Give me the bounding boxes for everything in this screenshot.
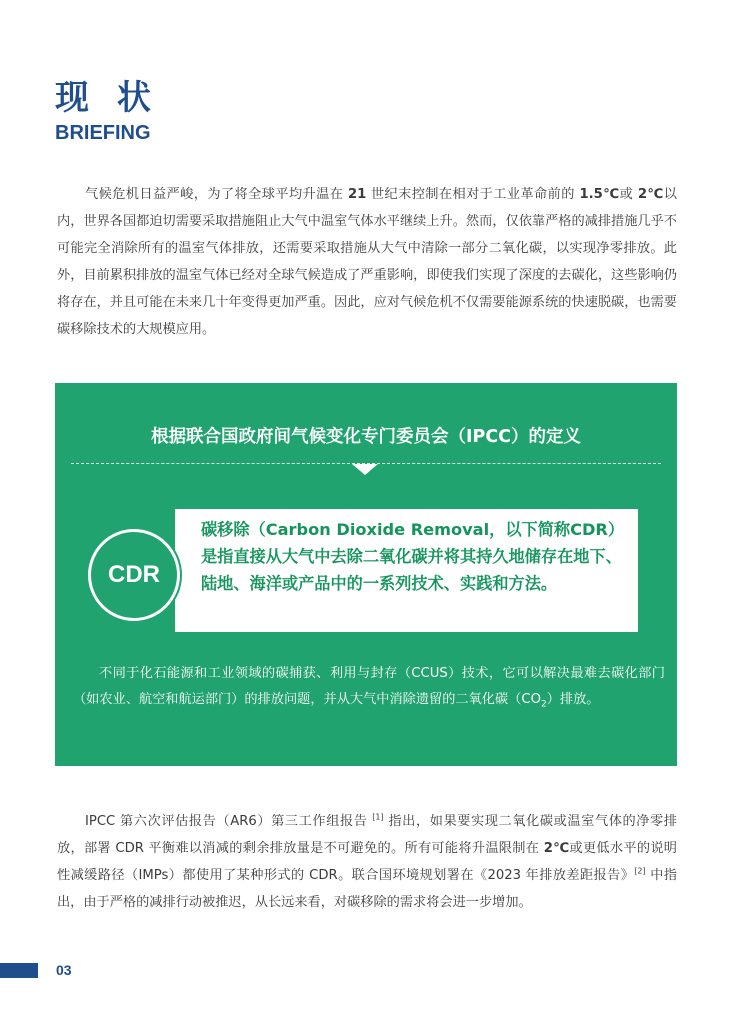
- intro-text-4: 以内，世界各国都迫切需要采取措施阻止大气中温室气体水平继续上升。然而，仅依靠严格的减排措施几乎不可能完全消除所有的温室气体排放，还需要采取措施从大气中清除一部分二氧化碳，以实现净零排放。此外，目前累积排放的温室气体已经对全球气候造成了严重影响，即使我们实现了深度的去碳化，这些影响仍将存在，并且可能在未来几十年变得更加严重。因此，应对气候危机不仅需要能源系统的快速脱碳，也需要碳移除技术的大规模应用。: [57, 187, 677, 337]
- definition-panel: [55, 383, 677, 766]
- co2-subscript: 2: [540, 699, 547, 710]
- cdr-definition: 碳移除（Carbon Dioxide Removal，以下简称CDR）是指直接从大气中去除二氧化碳并将其持久地储存在地下、陆地、海洋或产品中的一系列技术、实践和方法。: [201, 520, 625, 593]
- intro-temp-2: 2℃: [637, 187, 664, 202]
- definition-box: [175, 509, 638, 632]
- page-number: 03: [56, 962, 72, 978]
- outro-text-3: 或更低水平的说明性减缓路径（IMPs）都使用了某种形式的 CDR。联合国环境规划署在《2023 年排放差距报告》: [57, 841, 677, 883]
- intro-text-3: 或: [619, 187, 638, 202]
- reference-2: [2]: [634, 866, 646, 876]
- outro-paragraph: [57, 808, 677, 916]
- intro-paragraph: [57, 181, 677, 343]
- cdr-badge: [88, 529, 180, 621]
- panel-body-end: ）排放。: [546, 692, 600, 707]
- page-title: 现 状: [55, 78, 159, 118]
- outro-text-1: IPCC 第六次评估报告（AR6）第三工作组报告: [85, 814, 373, 829]
- panel-heading: 根据联合国政府间气候变化专门委员会（IPCC）的定义: [150, 427, 582, 447]
- reference-1: [1]: [372, 812, 384, 822]
- cdr-badge-label: CDR: [108, 561, 160, 588]
- panel-body-main: 不同于化石能源和工业领域的碳捕获、利用与封存（CCUS）技术，它可以解决最难去碳化部门（如农业、航空和航运部门）的排放问题，并从大气中消除遗留的二氧化碳（CO: [73, 666, 665, 707]
- intro-text-2: 世纪末控制在相对于工业革命前的: [366, 187, 580, 202]
- page-subtitle: BRIEFING: [55, 122, 151, 144]
- outro-temp-2: 2℃: [543, 841, 570, 856]
- intro-temp-15: 1.5℃: [579, 187, 620, 202]
- divider-arrow-icon: [352, 464, 378, 475]
- outro-text-2: 指出，如果要实现二氧化碳或温室气体的净零排放，部署 CDR 平衡难以消减的剩余排放量是不可避免的。所有可能将升温限制在: [57, 814, 677, 856]
- page-number-bar: [0, 963, 38, 978]
- outro-text-4: 中指出，由于严格的减排行动被推迟，从长远来看，对碳移除的需求将会进一步增加。: [57, 868, 677, 910]
- intro-text-1: 气候危机日益严峻，为了将全球平均升温在: [85, 187, 348, 202]
- panel-body-text: [73, 661, 665, 718]
- intro-century: 21: [347, 187, 367, 202]
